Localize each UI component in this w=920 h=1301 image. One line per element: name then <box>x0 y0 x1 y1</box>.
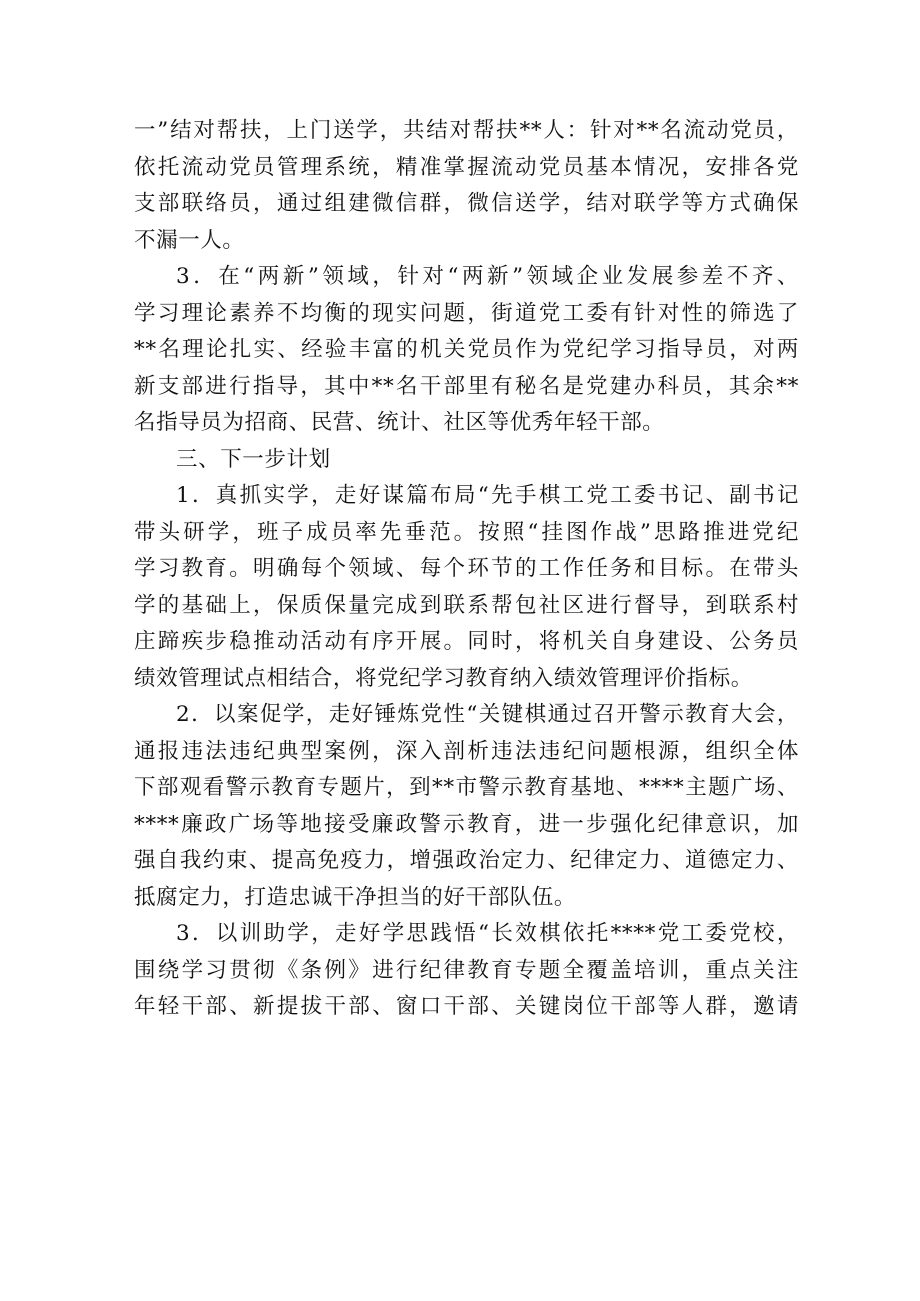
paragraph-line: 1．真抓实学，走好谋篇布局“先手棋工党工委书记、副书记 <box>176 483 799 508</box>
paragraph-line: 新支部进行指导，其中**名干部里有秘名是党建办科员，其余** <box>134 373 799 399</box>
paragraph-line: ****廉政广场等地接受廉政警示教育，进一步强化纪律意识，加 <box>134 811 799 837</box>
paragraph-line: 3．在“两新”领域，针对“两新”领域企业发展参差不齐、 <box>176 264 799 289</box>
paragraph-line: 名指导员为招商、民营、统计、社区等优秀年轻干部。 <box>134 410 665 435</box>
paragraph-line: **名理论扎实、经验丰富的机关党员作为党纪学习指导员，对两 <box>134 337 799 362</box>
paragraph-line: 带头研学，班子成员率先垂范。按照“挂图作战”思路推进党纪 <box>134 519 799 545</box>
paragraph-line: 年轻干部、新提拔干部、窗口干部、关键岗位干部等人群，邀请 <box>134 994 799 1019</box>
paragraph-line: 不漏一人。 <box>134 227 245 253</box>
paragraph-line: 学的基础上，保质保量完成到联系帮包社区进行督导，到联系村 <box>134 592 799 618</box>
paragraph-line: 下部观看警示教育专题片，到**市警示教育基地、****主题广场、 <box>134 775 799 800</box>
paragraph-line: 围绕学习贯彻《条例》进行纪律教育专题全覆盖培训，重点关注 <box>134 957 799 983</box>
document-body <box>134 113 799 1026</box>
paragraph-line: 抵腐定力，打造忠诚干净担当的好干部队伍。 <box>134 884 577 910</box>
paragraph-line: 一”结对帮扶，上门送学，共结对帮扶**人：针对**名流动党员， <box>134 118 799 143</box>
paragraph-line: 依托流动党员管理系统，精准掌握流动党员基本情况，安排各党 <box>134 154 799 180</box>
paragraph-line: 绩效管理试点相结合，将党纪学习教育纳入绩效管理评价指标。 <box>134 665 753 691</box>
paragraph-line: 庄蹄疾步稳推动活动有序开展。同时，将机关自身建设、公务员 <box>134 629 799 654</box>
paragraph-line: 支部联络员，通过组建微信群，微信送学，结对联学等方式确保 <box>134 191 799 216</box>
paragraph-line: 强自我约束、提高免疫力，增强政治定力、纪律定力、道德定力、 <box>134 848 799 873</box>
paragraph-line: 学习理论素养不均衡的现实问题，街道党工委有针对性的筛选了 <box>134 300 799 326</box>
paragraph-line: 学习教育。明确每个领域、每个环节的工作任务和目标。在带头 <box>134 556 799 581</box>
paragraph-line: 3．以训助学，走好学思践悟“长效棋依托****党工委党校， <box>176 921 799 946</box>
paragraph-line: 通报违法违纪典型案例，深入剖析违法违纪问题根源，组织全体 <box>134 738 799 764</box>
paragraph-line: 2．以案促学，走好锤炼党性“关键棋通过召开警示教育大会， <box>176 702 799 727</box>
section-heading: 三、下一步计划 <box>176 446 331 472</box>
